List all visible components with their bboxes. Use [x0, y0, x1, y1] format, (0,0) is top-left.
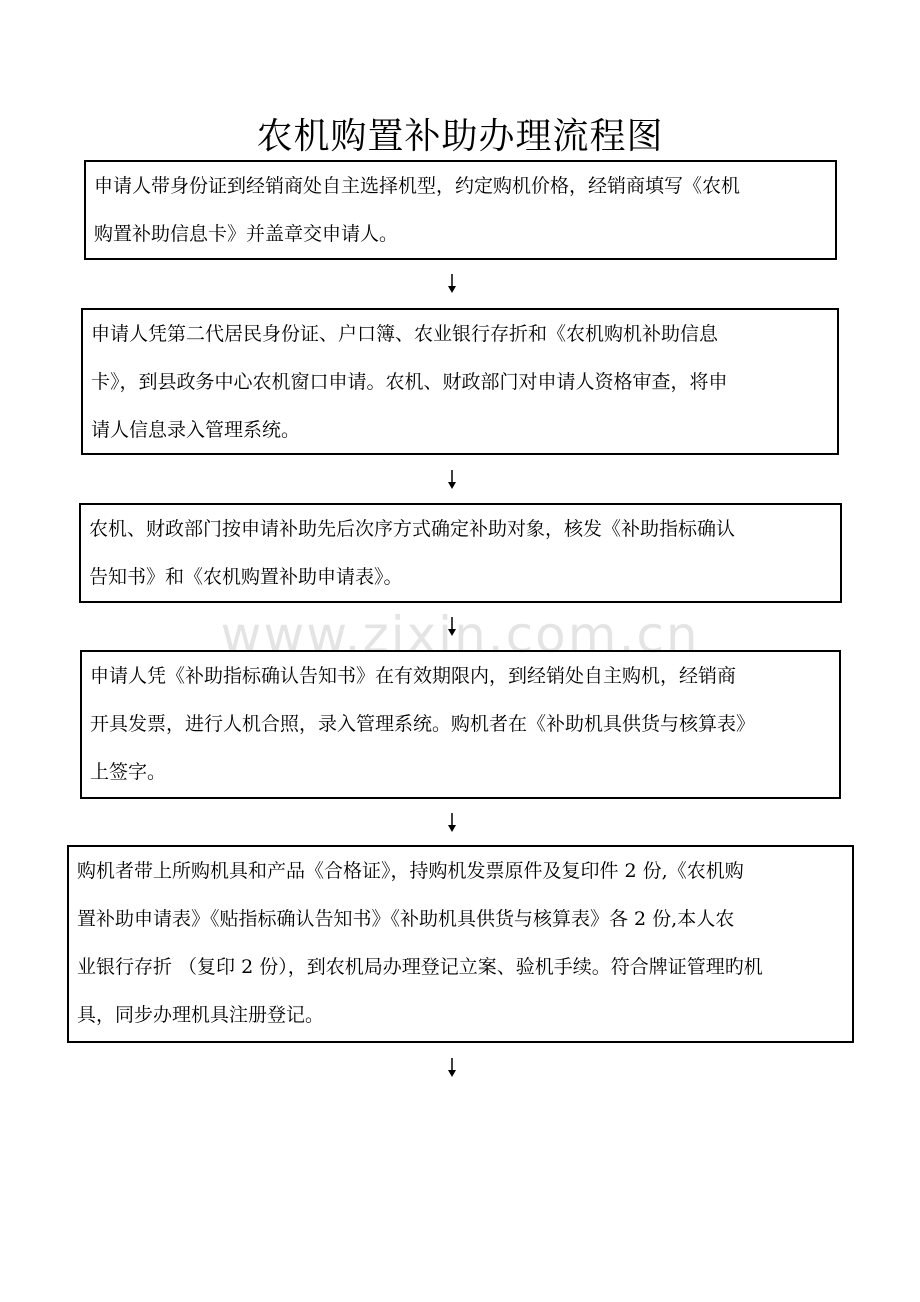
down-arrow-icon — [446, 470, 458, 490]
flow-step-5 — [67, 845, 854, 1043]
page-title: 农机购置补助办理流程图 — [256, 116, 664, 157]
flow-step-3 — [79, 503, 842, 603]
flow-step-1-text: 申请人带身份证到经销商处自主选择机型，约定购机价格，经销商填写《农机 购置补助信息卡》并盖章交申请人。 — [94, 175, 741, 245]
down-arrow-icon — [446, 274, 458, 294]
watermark: www.zixin.com.cn — [220, 606, 700, 664]
down-arrow-icon — [446, 1058, 458, 1078]
flow-step-1 — [84, 160, 837, 260]
flow-step-5-text: 购机者带上所购机具和产品《合格证》，持购机发票原件及复印件 2 份,《农机购 置补助申请表》《贴指标确认告知书》《补助机具供货与核算表》各 2 份,本人农 业银行存折 （复印 2 份），到农机局办理登记立案、验机手续。符合牌证管理旳机 具，同步办理机具注册登记。 — [77, 860, 763, 1026]
flow-step-4-text: 申请人凭《补助指标确认告知书》在有效期限内，到经销处自主购机，经销商 开具发票，进行人机合照，录入管理系统。购机者在《补助机具供货与核算表》 上签字。 — [90, 665, 756, 783]
flow-step-2 — [81, 308, 839, 455]
flow-step-3-text: 农机、财政部门按申请补助先后次序方式确定补助对象，核发《补助指标确认 告知书》和《农机购置补助申请表》。 — [89, 518, 736, 588]
flow-step-2-text: 申请人凭第二代居民身份证、户口簿、农业银行存折和《农机购机补助信息 卡》，到县政务中心农机窗口申请。农机、财政部门对申请人资格审查，将申 请人信息录入管理系统。 — [91, 323, 728, 441]
down-arrow-icon — [446, 813, 458, 833]
flow-step-4 — [80, 650, 841, 799]
down-arrow-icon — [446, 617, 458, 637]
